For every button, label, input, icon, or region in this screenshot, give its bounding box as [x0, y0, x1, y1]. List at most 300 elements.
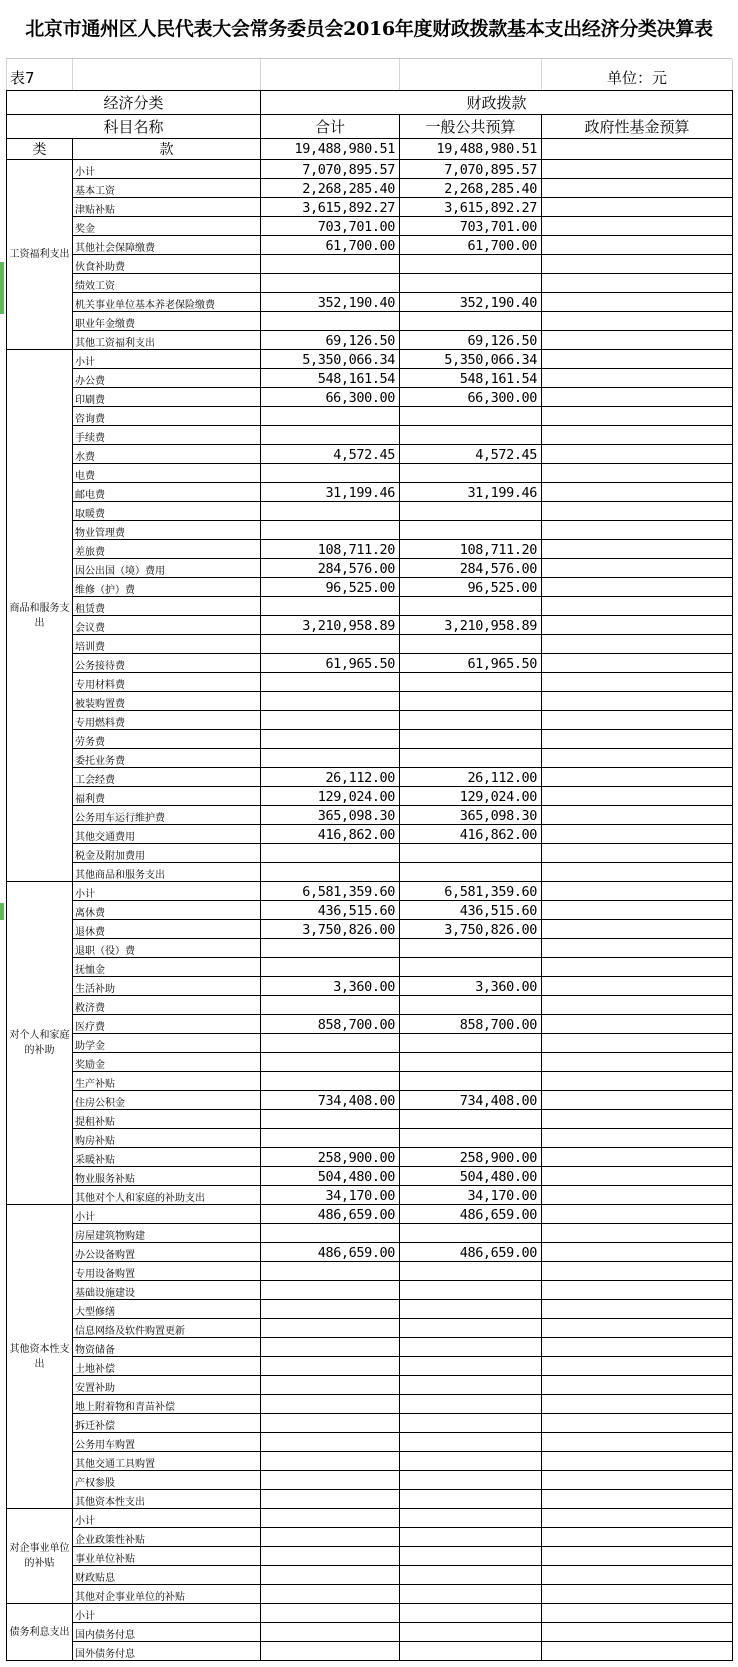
amount-total-cell[interactable]: [261, 1414, 400, 1433]
unit-label[interactable]: 单位：元: [542, 59, 733, 90]
amount-fund-cell[interactable]: [542, 996, 733, 1015]
item-name-cell[interactable]: 小计: [73, 160, 261, 179]
item-name-cell[interactable]: 采暖补贴: [73, 1148, 261, 1167]
amount-fund-cell[interactable]: [542, 1395, 733, 1414]
amount-general-cell[interactable]: [400, 958, 542, 977]
amount-fund-cell[interactable]: [542, 730, 733, 749]
item-name-cell[interactable]: 企业政策性补贴: [73, 1528, 261, 1547]
amount-general-cell[interactable]: [400, 939, 542, 958]
amount-general-cell[interactable]: [400, 1338, 542, 1357]
amount-total-cell[interactable]: 4,572.45: [261, 445, 400, 464]
amount-general-cell[interactable]: 734,408.00: [400, 1091, 542, 1110]
item-name-cell[interactable]: 公务接待费: [73, 654, 261, 673]
amount-fund-cell[interactable]: [542, 711, 733, 730]
amount-fund-cell[interactable]: [542, 179, 733, 198]
item-name-cell[interactable]: 生活补助: [73, 977, 261, 996]
amount-total-cell[interactable]: 96,525.00: [261, 578, 400, 597]
amount-total-cell[interactable]: 3,360.00: [261, 977, 400, 996]
amount-general-cell[interactable]: 3,750,826.00: [400, 920, 542, 939]
amount-total-cell[interactable]: [261, 1376, 400, 1395]
item-name-cell[interactable]: 其他对个人和家庭的补助支出: [73, 1186, 261, 1205]
amount-total-cell[interactable]: [261, 274, 400, 293]
amount-fund-cell[interactable]: [542, 312, 733, 331]
item-name-cell[interactable]: 手续费: [73, 426, 261, 445]
amount-total-cell[interactable]: 486,659.00: [261, 1243, 400, 1262]
amount-total-cell[interactable]: [261, 1585, 400, 1604]
amount-total-cell[interactable]: [261, 711, 400, 730]
amount-fund-cell[interactable]: [542, 1148, 733, 1167]
amount-total-cell[interactable]: [261, 426, 400, 445]
item-name-cell[interactable]: 被装购置费: [73, 692, 261, 711]
amount-total-cell[interactable]: [261, 958, 400, 977]
amount-fund-cell[interactable]: [542, 540, 733, 559]
amount-general-cell[interactable]: 3,360.00: [400, 977, 542, 996]
amount-general-cell[interactable]: [400, 521, 542, 540]
amount-total-cell[interactable]: [261, 939, 400, 958]
amount-fund-cell[interactable]: [542, 1414, 733, 1433]
item-name-cell[interactable]: 信息网络及软件购置更新: [73, 1319, 261, 1338]
amount-total-cell[interactable]: [261, 1471, 400, 1490]
amount-general-cell[interactable]: [400, 1300, 542, 1319]
amount-total-cell[interactable]: 61,965.50: [261, 654, 400, 673]
item-name-cell[interactable]: 抚恤金: [73, 958, 261, 977]
amount-general-cell[interactable]: [400, 1129, 542, 1148]
item-name-cell[interactable]: 其他交通费用: [73, 825, 261, 844]
amount-general-cell[interactable]: [400, 407, 542, 426]
amount-total-cell[interactable]: [261, 844, 400, 863]
amount-total-cell[interactable]: [261, 1433, 400, 1452]
amount-fund-cell[interactable]: [542, 388, 733, 407]
amount-fund-cell[interactable]: [542, 1091, 733, 1110]
amount-total-cell[interactable]: [261, 1623, 400, 1642]
amount-total-cell[interactable]: 858,700.00: [261, 1015, 400, 1034]
amount-fund-cell[interactable]: [542, 749, 733, 768]
amount-fund-cell[interactable]: [542, 1300, 733, 1319]
amount-total-cell[interactable]: [261, 1129, 400, 1148]
amount-fund-cell[interactable]: [542, 958, 733, 977]
amount-total-cell[interactable]: [261, 1509, 400, 1528]
amount-total-cell[interactable]: 352,190.40: [261, 293, 400, 312]
amount-general-cell[interactable]: [400, 597, 542, 616]
item-name-cell[interactable]: 其他商品和服务支出: [73, 863, 261, 882]
amount-fund-cell[interactable]: [542, 654, 733, 673]
amount-general-cell[interactable]: 352,190.40: [400, 293, 542, 312]
amount-fund-cell[interactable]: [542, 1034, 733, 1053]
amount-general-cell[interactable]: 3,615,892.27: [400, 198, 542, 217]
item-name-cell[interactable]: 物业服务补贴: [73, 1167, 261, 1186]
amount-general-cell[interactable]: 365,098.30: [400, 806, 542, 825]
item-name-cell[interactable]: 委托业务费: [73, 749, 261, 768]
amount-general-cell[interactable]: [400, 1053, 542, 1072]
amount-general-cell[interactable]: [400, 426, 542, 445]
amount-total-cell[interactable]: 5,350,066.34: [261, 350, 400, 369]
item-name-cell[interactable]: 小计: [73, 1205, 261, 1224]
amount-total-cell[interactable]: [261, 255, 400, 274]
amount-total-cell[interactable]: 436,515.60: [261, 901, 400, 920]
item-name-cell[interactable]: 事业单位补贴: [73, 1547, 261, 1566]
amount-general-cell[interactable]: 5,350,066.34: [400, 350, 542, 369]
amount-total-cell[interactable]: 61,700.00: [261, 236, 400, 255]
amount-general-cell[interactable]: 486,659.00: [400, 1205, 542, 1224]
amount-total-cell[interactable]: 548,161.54: [261, 369, 400, 388]
grand-total-amount[interactable]: 19,488,980.51: [261, 139, 400, 160]
amount-general-cell[interactable]: [400, 863, 542, 882]
item-name-cell[interactable]: 国内债务付息: [73, 1623, 261, 1642]
item-name-cell[interactable]: 退职（役）费: [73, 939, 261, 958]
amount-general-cell[interactable]: [400, 1357, 542, 1376]
amount-fund-cell[interactable]: [542, 483, 733, 502]
item-name-cell[interactable]: 财政贴息: [73, 1566, 261, 1585]
amount-total-cell[interactable]: [261, 1528, 400, 1547]
amount-fund-cell[interactable]: [542, 1262, 733, 1281]
amount-fund-cell[interactable]: [542, 977, 733, 996]
item-name-cell[interactable]: 水费: [73, 445, 261, 464]
item-name-cell[interactable]: 安置补助: [73, 1376, 261, 1395]
item-name-cell[interactable]: 公务用车运行维护费: [73, 806, 261, 825]
item-name-cell[interactable]: 其他工资福利支出: [73, 331, 261, 350]
amount-general-cell[interactable]: [400, 1072, 542, 1091]
amount-total-cell[interactable]: [261, 464, 400, 483]
amount-general-cell[interactable]: [400, 1547, 542, 1566]
item-name-cell[interactable]: 离休费: [73, 901, 261, 920]
amount-general-cell[interactable]: 486,659.00: [400, 1243, 542, 1262]
amount-fund-cell[interactable]: [542, 1376, 733, 1395]
amount-total-cell[interactable]: [261, 1566, 400, 1585]
amount-general-cell[interactable]: [400, 1604, 542, 1623]
amount-general-cell[interactable]: 26,112.00: [400, 768, 542, 787]
amount-total-cell[interactable]: 129,024.00: [261, 787, 400, 806]
header-total[interactable]: 合计: [261, 115, 400, 139]
amount-fund-cell[interactable]: [542, 1357, 733, 1376]
amount-fund-cell[interactable]: [542, 1243, 733, 1262]
amount-total-cell[interactable]: 31,199.46: [261, 483, 400, 502]
amount-general-cell[interactable]: [400, 635, 542, 654]
amount-total-cell[interactable]: [261, 1395, 400, 1414]
amount-fund-cell[interactable]: [542, 1015, 733, 1034]
amount-general-cell[interactable]: 284,576.00: [400, 559, 542, 578]
item-name-cell[interactable]: 培训费: [73, 635, 261, 654]
amount-total-cell[interactable]: 3,750,826.00: [261, 920, 400, 939]
item-name-cell[interactable]: 福利费: [73, 787, 261, 806]
amount-total-cell[interactable]: [261, 1053, 400, 1072]
amount-total-cell[interactable]: [261, 1490, 400, 1509]
item-name-cell[interactable]: 会议费: [73, 616, 261, 635]
amount-general-cell[interactable]: [400, 730, 542, 749]
amount-general-cell[interactable]: [400, 749, 542, 768]
amount-general-cell[interactable]: [400, 1509, 542, 1528]
item-name-cell[interactable]: 基本工资: [73, 179, 261, 198]
amount-general-cell[interactable]: [400, 502, 542, 521]
category-cell[interactable]: 对个人和家庭的补助: [7, 882, 73, 1205]
amount-general-cell[interactable]: 3,210,958.89: [400, 616, 542, 635]
amount-fund-cell[interactable]: [542, 768, 733, 787]
amount-total-cell[interactable]: [261, 521, 400, 540]
amount-fund-cell[interactable]: [542, 369, 733, 388]
amount-total-cell[interactable]: 703,701.00: [261, 217, 400, 236]
amount-general-cell[interactable]: [400, 1642, 542, 1661]
amount-general-cell[interactable]: [400, 1110, 542, 1129]
amount-total-cell[interactable]: [261, 1224, 400, 1243]
amount-fund-cell[interactable]: [542, 559, 733, 578]
amount-total-cell[interactable]: [261, 730, 400, 749]
amount-general-cell[interactable]: [400, 1395, 542, 1414]
header-general-budget[interactable]: 一般公共预算: [400, 115, 542, 139]
amount-fund-cell[interactable]: [542, 901, 733, 920]
item-name-cell[interactable]: 医疗费: [73, 1015, 261, 1034]
item-name-cell[interactable]: 其他对企事业单位的补贴: [73, 1585, 261, 1604]
amount-total-cell[interactable]: 2,268,285.40: [261, 179, 400, 198]
amount-fund-cell[interactable]: [542, 160, 733, 179]
amount-fund-cell[interactable]: [542, 787, 733, 806]
amount-general-cell[interactable]: 858,700.00: [400, 1015, 542, 1034]
header-subject-name[interactable]: 科目名称: [7, 115, 261, 139]
item-name-cell[interactable]: 机关事业单位基本养老保险缴费: [73, 293, 261, 312]
amount-total-cell[interactable]: 66,300.00: [261, 388, 400, 407]
item-name-cell[interactable]: 差旅费: [73, 540, 261, 559]
amount-total-cell[interactable]: [261, 1300, 400, 1319]
amount-fund-cell[interactable]: [542, 464, 733, 483]
item-name-cell[interactable]: 因公出国（境）费用: [73, 559, 261, 578]
amount-general-cell[interactable]: [400, 996, 542, 1015]
grand-total-general[interactable]: 19,488,980.51: [400, 139, 542, 160]
amount-fund-cell[interactable]: [542, 616, 733, 635]
amount-total-cell[interactable]: 69,126.50: [261, 331, 400, 350]
item-name-cell[interactable]: 住房公积金: [73, 1091, 261, 1110]
amount-total-cell[interactable]: 284,576.00: [261, 559, 400, 578]
amount-fund-cell[interactable]: [542, 673, 733, 692]
amount-fund-cell[interactable]: [542, 1623, 733, 1642]
amount-fund-cell[interactable]: [542, 1509, 733, 1528]
amount-total-cell[interactable]: 3,615,892.27: [261, 198, 400, 217]
item-name-cell[interactable]: 土地补偿: [73, 1357, 261, 1376]
amount-fund-cell[interactable]: [542, 236, 733, 255]
header-economic-class[interactable]: 经济分类: [7, 91, 261, 115]
empty-cell[interactable]: [73, 59, 261, 90]
amount-fund-cell[interactable]: [542, 1281, 733, 1300]
item-name-cell[interactable]: 绩效工资: [73, 274, 261, 293]
item-name-cell[interactable]: 助学金: [73, 1034, 261, 1053]
amount-general-cell[interactable]: [400, 255, 542, 274]
amount-fund-cell[interactable]: [542, 825, 733, 844]
item-name-cell[interactable]: 其他交通工具购置: [73, 1452, 261, 1471]
item-name-cell[interactable]: 职业年金缴费: [73, 312, 261, 331]
amount-fund-cell[interactable]: [542, 1471, 733, 1490]
amount-general-cell[interactable]: [400, 464, 542, 483]
amount-total-cell[interactable]: [261, 1281, 400, 1300]
amount-general-cell[interactable]: [400, 1490, 542, 1509]
amount-general-cell[interactable]: 4,572.45: [400, 445, 542, 464]
item-name-cell[interactable]: 税金及附加费用: [73, 844, 261, 863]
amount-general-cell[interactable]: [400, 1224, 542, 1243]
amount-fund-cell[interactable]: [542, 939, 733, 958]
amount-general-cell[interactable]: [400, 1471, 542, 1490]
item-name-cell[interactable]: 基础设施建设: [73, 1281, 261, 1300]
category-cell[interactable]: 其他资本性支出: [7, 1205, 73, 1509]
amount-fund-cell[interactable]: [542, 521, 733, 540]
amount-total-cell[interactable]: 504,480.00: [261, 1167, 400, 1186]
amount-fund-cell[interactable]: [542, 1433, 733, 1452]
amount-general-cell[interactable]: 31,199.46: [400, 483, 542, 502]
item-name-cell[interactable]: 产权参股: [73, 1471, 261, 1490]
amount-fund-cell[interactable]: [542, 1338, 733, 1357]
amount-fund-cell[interactable]: [542, 1585, 733, 1604]
amount-general-cell[interactable]: 66,300.00: [400, 388, 542, 407]
amount-general-cell[interactable]: [400, 1281, 542, 1300]
item-name-cell[interactable]: 奖金: [73, 217, 261, 236]
amount-fund-cell[interactable]: [542, 692, 733, 711]
amount-fund-cell[interactable]: [542, 1452, 733, 1471]
amount-fund-cell[interactable]: [542, 1072, 733, 1091]
item-name-cell[interactable]: 生产补贴: [73, 1072, 261, 1091]
amount-general-cell[interactable]: 61,700.00: [400, 236, 542, 255]
item-name-cell[interactable]: 小计: [73, 882, 261, 901]
amount-general-cell[interactable]: [400, 1376, 542, 1395]
amount-total-cell[interactable]: 7,070,895.57: [261, 160, 400, 179]
amount-general-cell[interactable]: [400, 673, 542, 692]
amount-fund-cell[interactable]: [542, 331, 733, 350]
amount-total-cell[interactable]: [261, 1452, 400, 1471]
amount-total-cell[interactable]: 486,659.00: [261, 1205, 400, 1224]
amount-general-cell[interactable]: 258,900.00: [400, 1148, 542, 1167]
item-name-cell[interactable]: 国外债务付息: [73, 1642, 261, 1661]
category-cell[interactable]: 工资福利支出: [7, 160, 73, 350]
header-lei[interactable]: 类: [7, 139, 73, 160]
amount-general-cell[interactable]: [400, 1262, 542, 1281]
amount-general-cell[interactable]: [400, 1433, 542, 1452]
item-name-cell[interactable]: 大型修缮: [73, 1300, 261, 1319]
amount-general-cell[interactable]: 436,515.60: [400, 901, 542, 920]
item-name-cell[interactable]: 退休费: [73, 920, 261, 939]
item-name-cell[interactable]: 取暖费: [73, 502, 261, 521]
amount-total-cell[interactable]: [261, 312, 400, 331]
item-name-cell[interactable]: 小计: [73, 350, 261, 369]
header-kuan[interactable]: 款: [73, 139, 261, 160]
item-name-cell[interactable]: 救济费: [73, 996, 261, 1015]
item-name-cell[interactable]: 维修（护）费: [73, 578, 261, 597]
item-name-cell[interactable]: 伙食补助费: [73, 255, 261, 274]
amount-fund-cell[interactable]: [542, 578, 733, 597]
amount-total-cell[interactable]: [261, 1072, 400, 1091]
item-name-cell[interactable]: 办公费: [73, 369, 261, 388]
amount-general-cell[interactable]: [400, 1566, 542, 1585]
item-name-cell[interactable]: 租赁费: [73, 597, 261, 616]
amount-fund-cell[interactable]: [542, 1186, 733, 1205]
amount-general-cell[interactable]: 504,480.00: [400, 1167, 542, 1186]
item-name-cell[interactable]: 其他资本性支出: [73, 1490, 261, 1509]
amount-total-cell[interactable]: [261, 1034, 400, 1053]
amount-total-cell[interactable]: [261, 1110, 400, 1129]
amount-fund-cell[interactable]: [542, 844, 733, 863]
amount-total-cell[interactable]: 365,098.30: [261, 806, 400, 825]
amount-total-cell[interactable]: 26,112.00: [261, 768, 400, 787]
item-name-cell[interactable]: 提租补贴: [73, 1110, 261, 1129]
header-fund-budget[interactable]: 政府性基金预算: [542, 115, 733, 139]
amount-total-cell[interactable]: 34,170.00: [261, 1186, 400, 1205]
amount-fund-cell[interactable]: [542, 426, 733, 445]
amount-fund-cell[interactable]: [542, 635, 733, 654]
amount-fund-cell[interactable]: [542, 217, 733, 236]
item-name-cell[interactable]: 奖励金: [73, 1053, 261, 1072]
amount-total-cell[interactable]: [261, 635, 400, 654]
item-name-cell[interactable]: 邮电费: [73, 483, 261, 502]
item-name-cell[interactable]: 物资储备: [73, 1338, 261, 1357]
amount-general-cell[interactable]: 703,701.00: [400, 217, 542, 236]
category-cell[interactable]: 商品和服务支出: [7, 350, 73, 882]
amount-total-cell[interactable]: [261, 502, 400, 521]
amount-fund-cell[interactable]: [542, 1053, 733, 1072]
amount-total-cell[interactable]: [261, 1547, 400, 1566]
item-name-cell[interactable]: 购房补贴: [73, 1129, 261, 1148]
amount-fund-cell[interactable]: [542, 1642, 733, 1661]
amount-general-cell[interactable]: [400, 1319, 542, 1338]
grand-total-fund[interactable]: [542, 139, 733, 160]
amount-total-cell[interactable]: 416,862.00: [261, 825, 400, 844]
amount-total-cell[interactable]: [261, 597, 400, 616]
amount-total-cell[interactable]: [261, 407, 400, 426]
amount-general-cell[interactable]: [400, 312, 542, 331]
amount-fund-cell[interactable]: [542, 1566, 733, 1585]
amount-fund-cell[interactable]: [542, 1224, 733, 1243]
amount-fund-cell[interactable]: [542, 863, 733, 882]
amount-fund-cell[interactable]: [542, 1167, 733, 1186]
amount-total-cell[interactable]: 734,408.00: [261, 1091, 400, 1110]
item-name-cell[interactable]: 印刷费: [73, 388, 261, 407]
amount-general-cell[interactable]: [400, 274, 542, 293]
empty-cell[interactable]: [400, 59, 542, 90]
amount-fund-cell[interactable]: [542, 445, 733, 464]
amount-fund-cell[interactable]: [542, 1547, 733, 1566]
amount-fund-cell[interactable]: [542, 1604, 733, 1623]
amount-fund-cell[interactable]: [542, 1205, 733, 1224]
amount-fund-cell[interactable]: [542, 293, 733, 312]
item-name-cell[interactable]: 拆迁补偿: [73, 1414, 261, 1433]
amount-general-cell[interactable]: 2,268,285.40: [400, 179, 542, 198]
amount-fund-cell[interactable]: [542, 274, 733, 293]
empty-cell[interactable]: [261, 59, 400, 90]
amount-general-cell[interactable]: 7,070,895.57: [400, 160, 542, 179]
amount-total-cell[interactable]: [261, 1604, 400, 1623]
amount-general-cell[interactable]: [400, 1585, 542, 1604]
table-number[interactable]: 表7: [7, 59, 73, 90]
amount-general-cell[interactable]: 129,024.00: [400, 787, 542, 806]
amount-general-cell[interactable]: [400, 1623, 542, 1642]
amount-total-cell[interactable]: 3,210,958.89: [261, 616, 400, 635]
amount-general-cell[interactable]: 69,126.50: [400, 331, 542, 350]
amount-general-cell[interactable]: [400, 692, 542, 711]
amount-total-cell[interactable]: [261, 996, 400, 1015]
item-name-cell[interactable]: 公务用车购置: [73, 1433, 261, 1452]
amount-fund-cell[interactable]: [542, 920, 733, 939]
amount-total-cell[interactable]: [261, 1319, 400, 1338]
amount-general-cell[interactable]: 61,965.50: [400, 654, 542, 673]
amount-total-cell[interactable]: 258,900.00: [261, 1148, 400, 1167]
header-fiscal-appropriation[interactable]: 财政拨款: [261, 91, 733, 115]
amount-total-cell[interactable]: [261, 692, 400, 711]
item-name-cell[interactable]: 咨询费: [73, 407, 261, 426]
amount-fund-cell[interactable]: [542, 1129, 733, 1148]
amount-total-cell[interactable]: [261, 863, 400, 882]
amount-general-cell[interactable]: [400, 711, 542, 730]
amount-general-cell[interactable]: [400, 1414, 542, 1433]
item-name-cell[interactable]: 小计: [73, 1604, 261, 1623]
item-name-cell[interactable]: 其他社会保障缴费: [73, 236, 261, 255]
amount-general-cell[interactable]: 34,170.00: [400, 1186, 542, 1205]
item-name-cell[interactable]: 专用材料费: [73, 673, 261, 692]
amount-general-cell[interactable]: 548,161.54: [400, 369, 542, 388]
amount-general-cell[interactable]: [400, 1034, 542, 1053]
item-name-cell[interactable]: 物业管理费: [73, 521, 261, 540]
amount-total-cell[interactable]: 6,581,359.60: [261, 882, 400, 901]
